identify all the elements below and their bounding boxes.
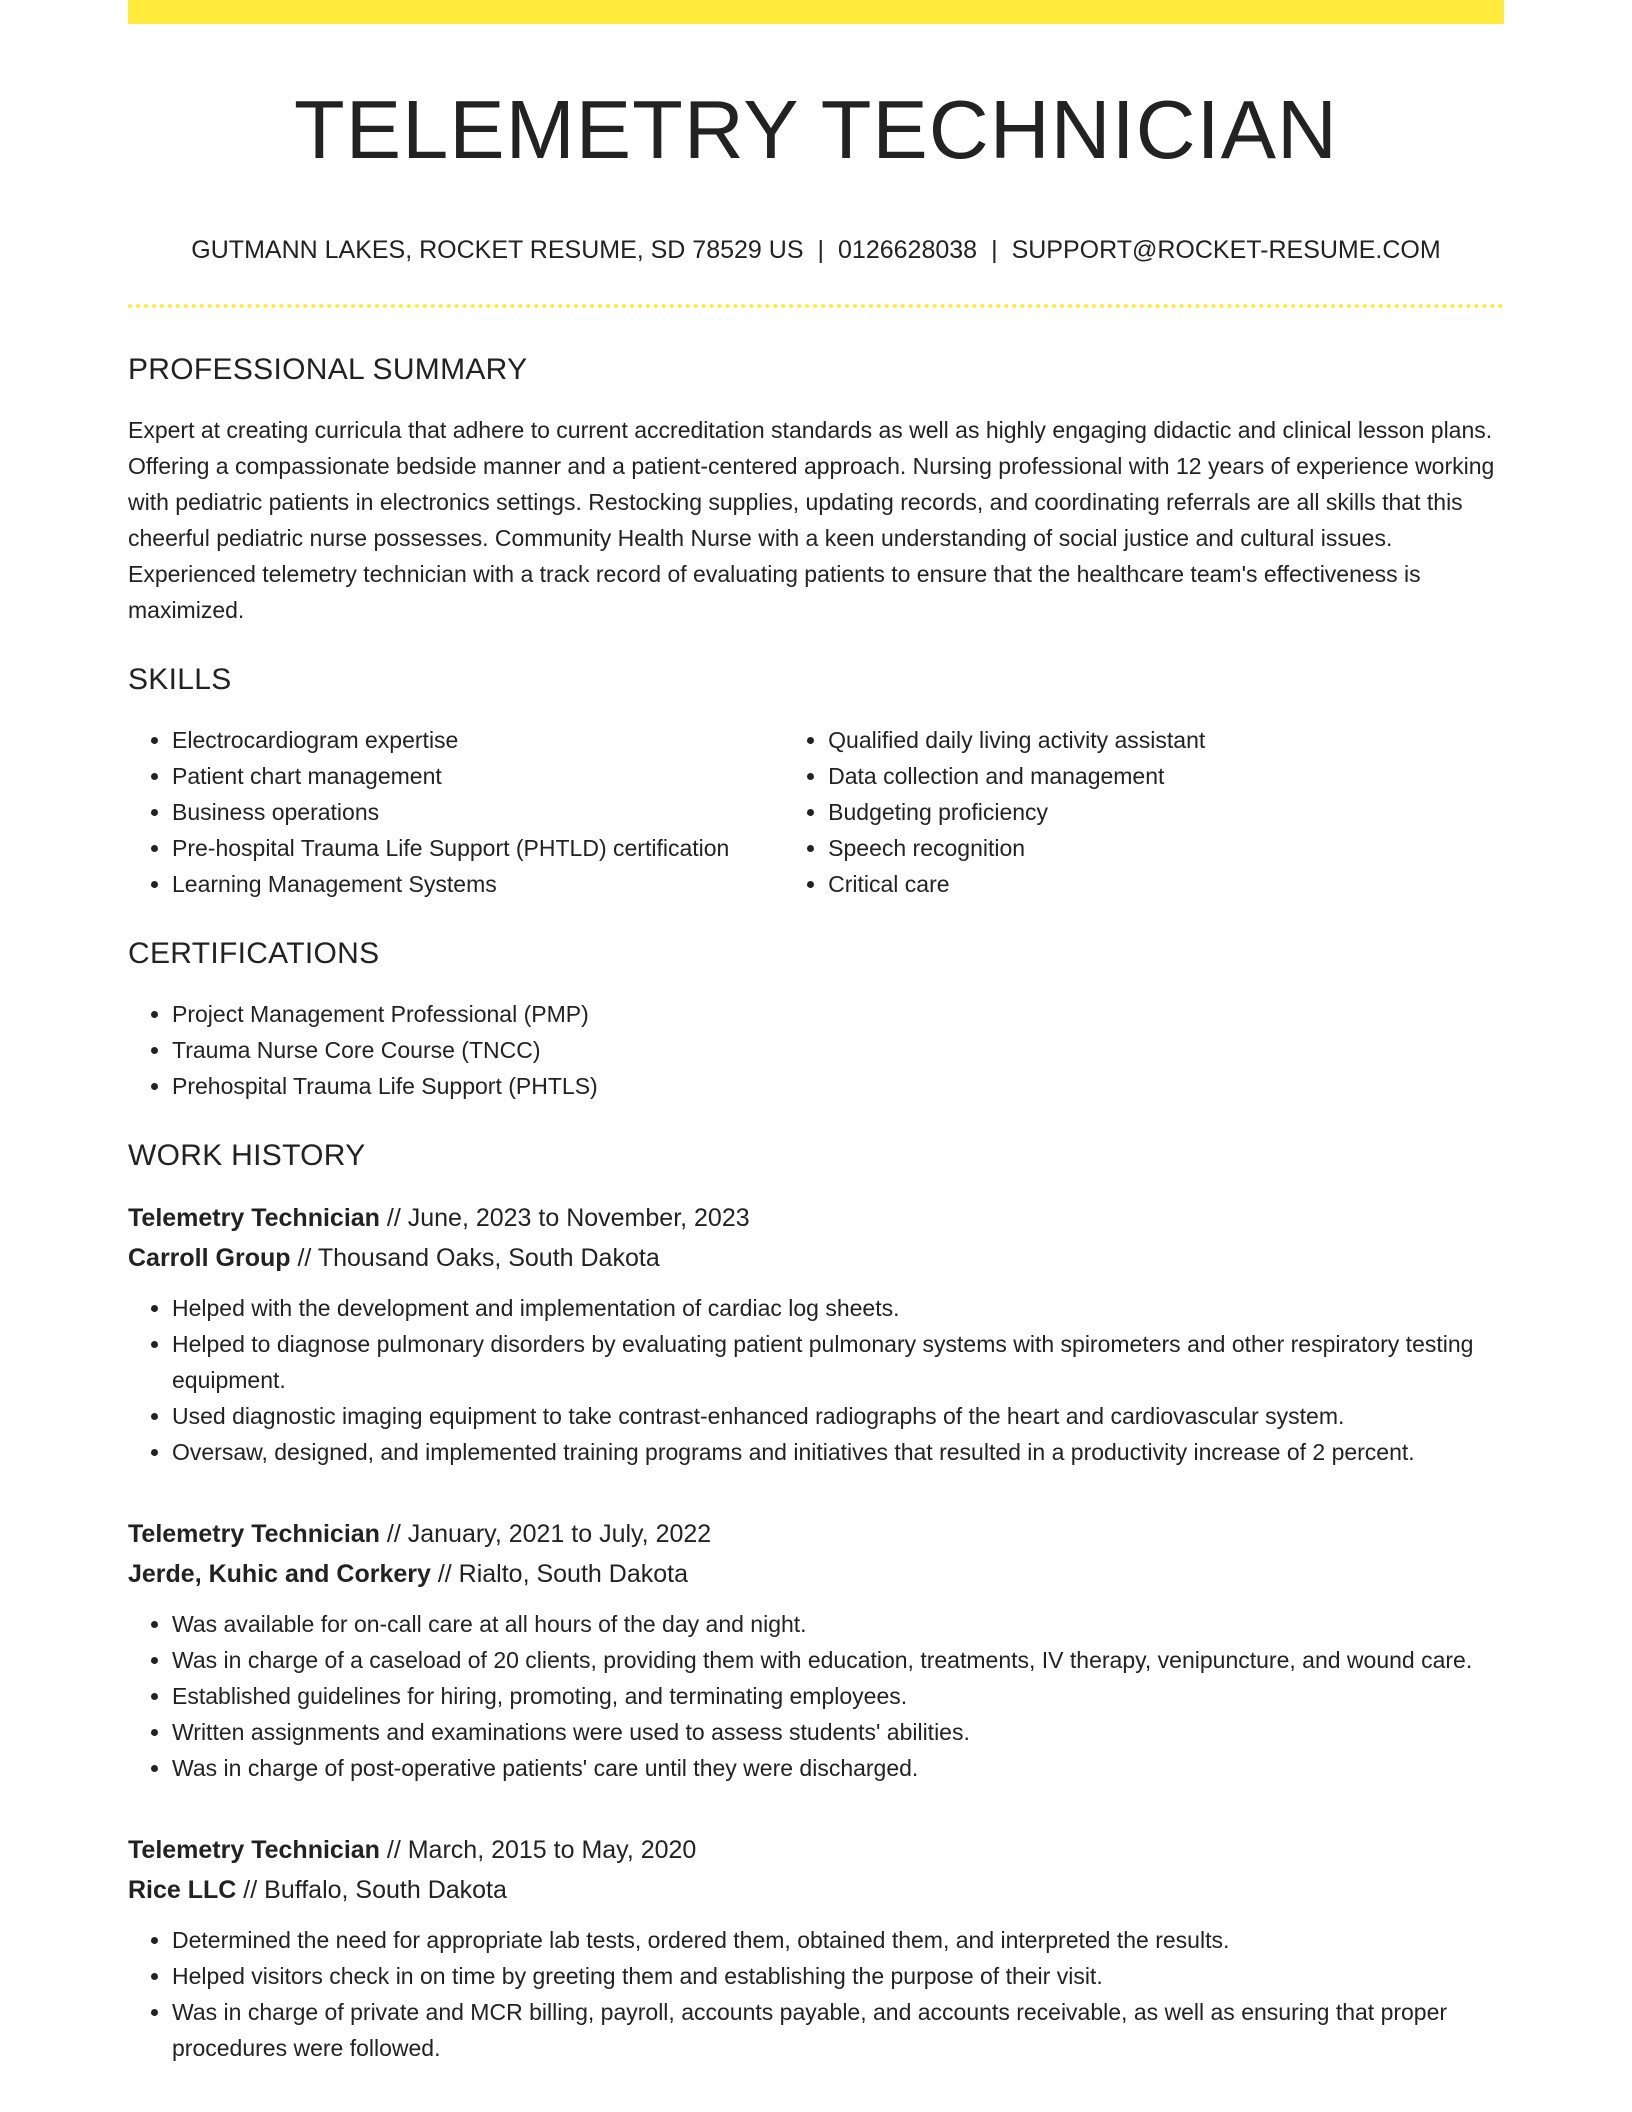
skill-item: • Data collection and management <box>828 758 1504 794</box>
job-duty-item: • Was in charge of a caseload of 20 clients, providing them with education, treatments, IV therapy, venipuncture, and wound care. <box>172 1642 1504 1678</box>
job-role: Telemetry Technician <box>128 1836 380 1865</box>
contact-phone: 0126628038 <box>838 236 978 265</box>
header-divider <box>128 304 1504 308</box>
skills-list <box>128 722 1504 902</box>
job-duty-item: • Written assignments and examinations were used to assess students' abilities. <box>172 1714 1504 1750</box>
skill-item: • Business operations <box>172 794 784 830</box>
job-duties-list <box>128 1290 1504 1470</box>
job-duty-item: • Established guidelines for hiring, promoting, and terminating employees. <box>172 1678 1504 1714</box>
certification-item: • Project Management Professional (PMP) <box>172 996 1504 1032</box>
job-entry <box>128 1198 1504 1470</box>
job-company-line <box>128 1238 1504 1278</box>
certification-item: • Trauma Nurse Core Course (TNCC) <box>172 1032 1504 1068</box>
certification-item: • Prehospital Trauma Life Support (PHTLS) <box>172 1068 1504 1104</box>
summary-text: Expert at creating curricula that adhere to current accreditation standards as well as highly engaging didactic and clinical lesson plans. Offering a compassionate bedside manner and a patient-centered approach. Nursing professional with 12 years of experience working with pediatric patients in electronics settings. Restocking supplies, updating records, and coordinating referrals are all skills that this cheerful pediatric nurse possesses. Community Health Nurse with a keen understanding of social justice and cultural issues. Experienced telemetry technician with a track record of evaluating patients to ensure that the healthcare team's effectiveness is maximized. <box>128 417 1495 624</box>
skills-column-right <box>784 722 1504 902</box>
contact-line <box>128 235 1504 265</box>
top-accent-bar <box>128 0 1504 24</box>
job-company: Jerde, Kuhic and Corkery <box>128 1560 431 1589</box>
job-location: // Thousand Oaks, South Dakota <box>290 1244 660 1273</box>
job-duty-item: • Oversaw, designed, and implemented training programs and initiatives that resulted in a productivity increase of 2 percent. <box>172 1434 1504 1470</box>
certifications-heading: CERTIFICATIONS <box>128 937 380 971</box>
page-title: TELEMETRY TECHNICIAN <box>294 83 1338 176</box>
job-duty-item: • Used diagnostic imaging equipment to take contrast-enhanced radiographs of the heart and cardiovascular system. <box>172 1398 1504 1434</box>
contact-email: SUPPORT@ROCKET-RESUME.COM <box>1011 236 1441 265</box>
job-company: Carroll Group <box>128 1244 291 1273</box>
job-duty-item: • Helped to diagnose pulmonary disorders by evaluating patient pulmonary systems with spirometers and other respiratory testing equipment. <box>172 1326 1504 1398</box>
contact-address: GUTMANN LAKES, ROCKET RESUME, SD 78529 US <box>191 236 804 265</box>
skill-item: • Speech recognition <box>828 830 1504 866</box>
job-duty-item: • Determined the need for appropriate lab tests, ordered them, obtained them, and interpreted the results. <box>172 1922 1504 1958</box>
skill-item: • Patient chart management <box>172 758 784 794</box>
job-dates: // January, 2021 to July, 2022 <box>379 1520 712 1549</box>
job-duty-item: • Was in charge of post-operative patients' care until they were discharged. <box>172 1750 1504 1786</box>
job-company: Rice LLC <box>128 1876 237 1905</box>
skill-item: • Learning Management Systems <box>172 866 784 902</box>
job-duties-list <box>128 1922 1504 2066</box>
job-dates: // March, 2015 to May, 2020 <box>379 1836 697 1865</box>
job-entry <box>128 1514 1504 1786</box>
job-title-line <box>128 1514 1504 1554</box>
job-role: Telemetry Technician <box>128 1520 380 1549</box>
contact-separator: | <box>991 236 998 265</box>
job-duty-item: • Helped with the development and implementation of cardiac log sheets. <box>172 1290 1504 1326</box>
job-duty-item: • Was in charge of private and MCR billing, payroll, accounts payable, and accounts receivable, as well as ensuring that proper procedures were followed. <box>172 1994 1504 2066</box>
skills-column-left <box>128 722 784 902</box>
skill-item: • Budgeting proficiency <box>828 794 1504 830</box>
work-history-heading: WORK HISTORY <box>128 1139 366 1173</box>
job-location: // Rialto, South Dakota <box>430 1560 688 1589</box>
skill-item: • Pre-hospital Trauma Life Support (PHTLD) certification <box>172 830 784 866</box>
skill-item: • Qualified daily living activity assistant <box>828 722 1504 758</box>
job-dates: // June, 2023 to November, 2023 <box>379 1204 750 1233</box>
job-duties-list <box>128 1606 1504 1786</box>
skill-item: • Electrocardiogram expertise <box>172 722 784 758</box>
resume-page <box>128 0 1504 2066</box>
job-company-line <box>128 1870 1504 1910</box>
job-duty-item: • Helped visitors check in on time by greeting them and establishing the purpose of their visit. <box>172 1958 1504 1994</box>
contact-separator: | <box>817 236 825 265</box>
skills-heading: SKILLS <box>128 663 232 697</box>
job-title-line <box>128 1198 1504 1238</box>
job-company-line <box>128 1554 1504 1594</box>
job-location: // Buffalo, South Dakota <box>236 1876 507 1905</box>
summary-heading: PROFESSIONAL SUMMARY <box>128 353 528 387</box>
job-entry <box>128 1830 1504 2066</box>
skill-item: • Critical care <box>828 866 1504 902</box>
job-role: Telemetry Technician <box>128 1204 380 1233</box>
job-title-line <box>128 1830 1504 1870</box>
certifications-list <box>128 996 1504 1104</box>
job-duty-item: • Was available for on-call care at all hours of the day and night. <box>172 1606 1504 1642</box>
